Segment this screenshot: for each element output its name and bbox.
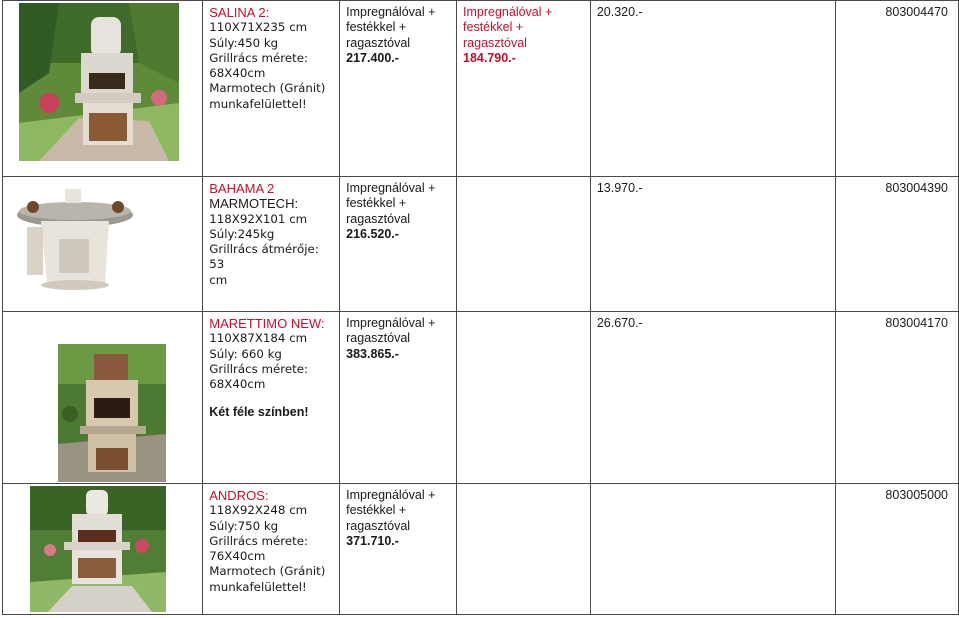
product-spec: munkafelülettel!: [209, 579, 307, 594]
product-spec: munkafelülettel!: [209, 96, 307, 111]
price-note: ragasztóval: [346, 35, 411, 50]
product-spec: 110X87X184 cm: [209, 331, 308, 346]
product-spec: Grillrács mérete:: [209, 361, 308, 376]
product-code-cell: [836, 1, 959, 177]
discount-value: 184.790.-: [463, 50, 516, 65]
salina-grill-photo-icon: [19, 3, 179, 161]
price-cell: [340, 177, 457, 312]
table-row: [3, 312, 959, 484]
product-spec: Súly:750 kg: [209, 518, 279, 533]
price-note: ragasztóval: [346, 518, 411, 533]
product-name: ANDROS:: [209, 488, 269, 503]
product-spec: Marmotech (Gránit): [209, 81, 326, 96]
extra-price-cell: [590, 312, 835, 484]
price-cell: [340, 312, 457, 484]
product-spec: cm: [209, 272, 228, 287]
product-image-cell: [3, 484, 203, 615]
product-name: SALINA 2:: [209, 5, 270, 20]
discount-note: festékkel + ragasztóval: [463, 20, 527, 50]
table-row: [3, 484, 959, 615]
product-description-cell: [203, 1, 340, 177]
product-note: Két féle színben!: [209, 405, 309, 420]
product-name: MARETTIMO NEW:: [209, 316, 325, 331]
discount-price-cell: [457, 177, 591, 312]
price-value: 217.400.-: [346, 50, 399, 65]
price-note: Impregnálóval +: [346, 5, 436, 19]
product-spec: Grillrács mérete:: [209, 50, 308, 65]
price-note: Impregnálóval +: [346, 316, 436, 330]
bahama-grill-photo-icon: [13, 187, 135, 295]
product-spec: 118X92X101 cm: [209, 211, 308, 226]
product-image-cell: [3, 1, 203, 177]
product-spec: 68X40cm: [209, 66, 266, 81]
product-code: 803004390: [885, 181, 948, 195]
discount-note: Impregnálóval +: [463, 5, 553, 19]
price-value: 383.865.-: [346, 346, 399, 361]
extra-price-cell: [590, 177, 835, 312]
product-spec: 68X40cm: [209, 377, 266, 392]
extra-price: 26.670.-: [596, 316, 643, 330]
product-spec: Súly: 660 kg: [209, 346, 282, 361]
table-row: [3, 1, 959, 177]
discount-price-cell: [457, 312, 591, 484]
price-note: festékkel +: [346, 20, 407, 35]
price-value: 216.520.-: [346, 226, 399, 241]
product-description-cell: [203, 484, 340, 615]
price-note: ragasztóval: [346, 211, 411, 226]
product-description-cell: [203, 177, 340, 312]
product-code-cell: [836, 177, 959, 312]
price-note: Impregnálóval +: [346, 181, 436, 195]
product-image-cell: [3, 312, 203, 484]
discount-price-cell: [457, 484, 591, 615]
product-code: 803004170: [885, 316, 948, 330]
product-image-cell: [3, 177, 203, 312]
discount-price-cell: [457, 1, 591, 177]
product-subname: MARMOTECH:: [209, 196, 299, 212]
product-spec: Súly:450 kg: [209, 35, 279, 50]
extra-price-cell: [590, 484, 835, 615]
product-code-cell: [836, 312, 959, 484]
product-code-cell: [836, 484, 959, 615]
table-row: [3, 177, 959, 312]
product-spec: 76X40cm: [209, 549, 266, 564]
price-cell: [340, 484, 457, 615]
price-note: ragasztóval: [346, 331, 411, 346]
price-note: festékkel +: [346, 503, 407, 518]
product-spec: Marmotech (Gránit): [209, 564, 326, 579]
extra-price: 20.320.-: [596, 5, 643, 19]
product-code: 803005000: [885, 488, 948, 502]
extra-price-cell: [590, 1, 835, 177]
extra-price: 13.970.-: [596, 181, 643, 195]
product-code: 803004470: [885, 5, 948, 19]
product-name: BAHAMA 2: [209, 181, 275, 196]
price-note: festékkel +: [346, 196, 407, 211]
price-cell: [340, 1, 457, 177]
price-table: [2, 0, 959, 615]
product-description-cell: [203, 312, 340, 484]
product-spec: Súly:245kg: [209, 226, 275, 241]
product-spec: Grillrács átmérője: 53: [209, 242, 319, 272]
price-note: Impregnálóval +: [346, 488, 436, 502]
product-spec: Grillrács mérete:: [209, 533, 308, 548]
product-spec: 118X92X248 cm: [209, 503, 308, 518]
price-value: 371.710.-: [346, 533, 399, 548]
product-spec: 110X71X235 cm: [209, 20, 308, 35]
marettimo-grill-photo-icon: [58, 344, 166, 482]
andros-grill-photo-icon: [30, 486, 166, 612]
